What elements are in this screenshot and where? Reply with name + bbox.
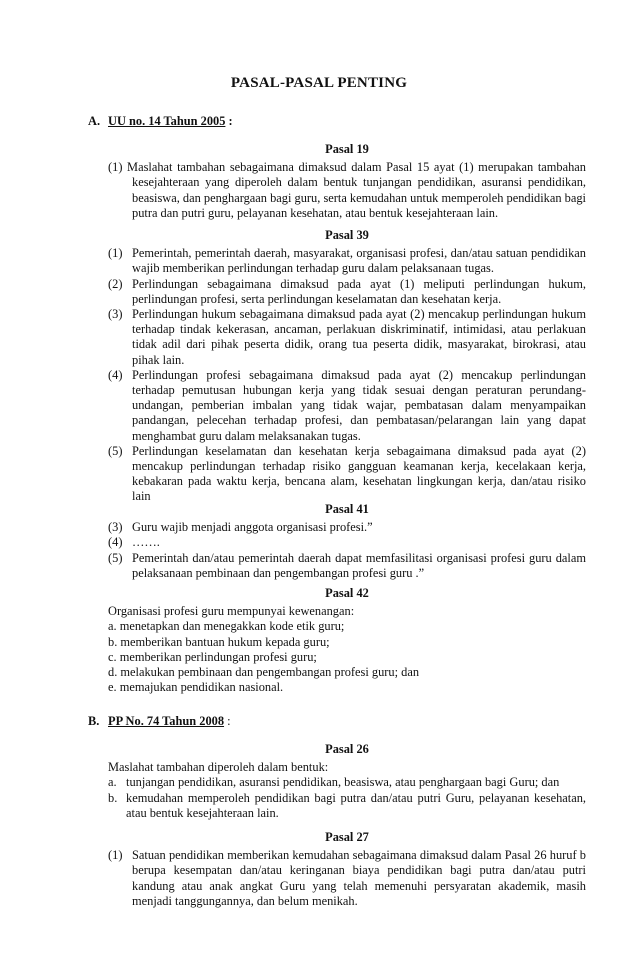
pasal-39-item bbox=[108, 307, 586, 368]
section-b-heading bbox=[88, 714, 231, 729]
item-number: (3) bbox=[108, 520, 123, 535]
pasal-39-title: Pasal 39 bbox=[325, 228, 369, 242]
item-text: ……. bbox=[132, 535, 160, 550]
item-number: (5) bbox=[108, 443, 123, 458]
pasal-42-block bbox=[108, 586, 586, 695]
section-b-law: PP No. 74 Tahun 2008 bbox=[108, 714, 225, 728]
item-text: Perlindungan profesi sebagaimana dimaksud pada ayat (2) mencakup perlindungan terhadap pemutusan hubungan kerja yang tidak sesuai dengan peraturan perundang-undangan, pemberian imbalan yang tidak wajar, pembatasan dalam menyampaikan pandangan, pelecehan terhadap profesi, dan pembatasan/pelarangan lain yang dapat menghambat guru dalam melaksanakan tugas. bbox=[132, 367, 586, 443]
item-text: Perlindungan hukum sebagaimana dimaksud pada ayat (2) mencakup perlindungan hukum terhadap tindak kekerasan, ancaman, perlakuan diskriminatif, intimidasi, atau perlakuan tidak adil dari pihak peserta didik, orang tua peserta didik, masyarakat, birokrasi, atau pihak lain. bbox=[132, 307, 586, 367]
pasal-42-intro: Organisasi profesi guru mempunyai kewenangan: bbox=[108, 604, 355, 619]
item-text: Pemerintah dan/atau pemerintah daerah dapat memfasilitasi organisasi profesi guru dalam pelaksanaan pembinaan dan pengembangan profesi guru .” bbox=[132, 550, 586, 580]
pasal-41-item bbox=[108, 535, 586, 550]
item-text: Satuan pendidikan memberikan kemudahan sebagaimana dimaksud dalam Pasal 26 huruf b berupa kesempatan dan/atau keringanan biaya pendidikan bagi putra dan/atau putri kandung atau anak angkat Guru yang telah memenuhi persyaratan akademik, masih menjadi tanggungannya, dan belum menikah. bbox=[132, 848, 586, 908]
item-text: Pemerintah, pemerintah daerah, masyarakat, organisasi profesi, dan/atau satuan pendidikan wajib memberikan perlindungan terhadap guru dalam pelaksanaan tugas. bbox=[132, 246, 586, 276]
pasal-41-item bbox=[108, 551, 586, 581]
pasal-26-item bbox=[108, 791, 586, 821]
pasal-19-title: Pasal 19 bbox=[325, 142, 369, 156]
pasal-26-title: Pasal 26 bbox=[325, 742, 369, 756]
item-number: b. bbox=[108, 790, 118, 805]
item-number: (4) bbox=[108, 535, 123, 550]
pasal-26-intro: Maslahat tambahan diperoleh dalam bentuk: bbox=[108, 760, 329, 775]
section-b-suffix: : bbox=[227, 714, 231, 728]
pasal-27-title: Pasal 27 bbox=[325, 830, 369, 844]
pasal-41-block bbox=[108, 502, 586, 581]
pasal-26-block bbox=[108, 742, 586, 821]
section-a-suffix: : bbox=[228, 114, 233, 128]
pasal-39-item bbox=[108, 277, 586, 307]
pasal-42-title: Pasal 42 bbox=[325, 586, 369, 600]
item-text: Perlindungan keselamatan dan kesehatan kerja sebagaimana dimaksud pada ayat (2) mencakup perlindungan terhadap risiko gangguan keamanan kerja, kecelakaan kerja, kebakaran pada waktu kerja, bencana alam, kesehatan lingkungan kerja, dan/atau risiko lain bbox=[132, 443, 586, 504]
pasal-42-item: b. memberikan bantuan hukum kepada guru; bbox=[108, 634, 330, 649]
pasal-42-item: c. memberikan perlindungan profesi guru; bbox=[108, 649, 317, 664]
section-a-letter: A. bbox=[88, 114, 101, 128]
pasal-41-title: Pasal 41 bbox=[325, 502, 369, 516]
section-a-law: UU no. 14 Tahun 2005 bbox=[108, 114, 226, 128]
item-number: (1) bbox=[108, 246, 123, 261]
pasal-39-block bbox=[108, 228, 586, 505]
pasal-39-item bbox=[108, 368, 586, 444]
pasal-42-item: d. melakukan pembinaan dan pengembangan profesi guru; dan bbox=[108, 665, 420, 680]
item-text: tunjangan pendidikan, asuransi pendidikan, beasiswa, atau penghargaan bagi Guru; dan bbox=[126, 775, 560, 790]
pasal-26-item bbox=[108, 775, 586, 790]
pasal-19-block bbox=[108, 142, 586, 221]
document-title: PASAL-PASAL PENTING bbox=[230, 75, 408, 91]
pasal-39-item bbox=[108, 444, 586, 505]
item-number: (1) bbox=[108, 848, 123, 863]
pasal-27-block bbox=[108, 830, 586, 909]
item-number: a. bbox=[108, 775, 117, 790]
item-number: (2) bbox=[108, 276, 123, 291]
pasal-41-item bbox=[108, 520, 586, 535]
pasal-19-item-1: (1) Maslahat tambahan sebagaimana dimaksud dalam Pasal 15 ayat (1) merupakan tambahan kesejahteraan yang diperoleh dalam bentuk tunjangan pendidikan, asuransi pendidikan, beasiswa, dan penghargaan bagi guru, serta kemudahan untuk memperoleh pendidikan bagi putra dan putri guru, pelayanan kesehatan, atau bentuk kesejahteraan lain. bbox=[108, 160, 586, 220]
item-number: (3) bbox=[108, 307, 123, 322]
pasal-42-item: e. memajukan pendidikan nasional. bbox=[108, 680, 284, 695]
item-text: Perlindungan sebagaimana dimaksud pada ayat (1) meliputi perlindungan hukum, perlindungan profesi, serta perlindungan keselamatan dan kesehatan kerja. bbox=[132, 276, 586, 306]
section-b-letter: B. bbox=[88, 714, 100, 728]
pasal-39-item bbox=[108, 246, 586, 276]
section-a-heading bbox=[88, 114, 233, 129]
item-text: kemudahan memperoleh pendidikan bagi putra dan/atau putri Guru, pelayanan kesehatan, atau bentuk kesejahteraan lain. bbox=[126, 790, 586, 820]
item-number: (4) bbox=[108, 367, 123, 382]
pasal-27-item bbox=[108, 848, 586, 909]
item-number: (5) bbox=[108, 550, 123, 565]
item-text: Guru wajib menjadi anggota organisasi profesi.” bbox=[132, 520, 373, 535]
pasal-42-item: a. menetapkan dan menegakkan kode etik guru; bbox=[108, 619, 345, 634]
